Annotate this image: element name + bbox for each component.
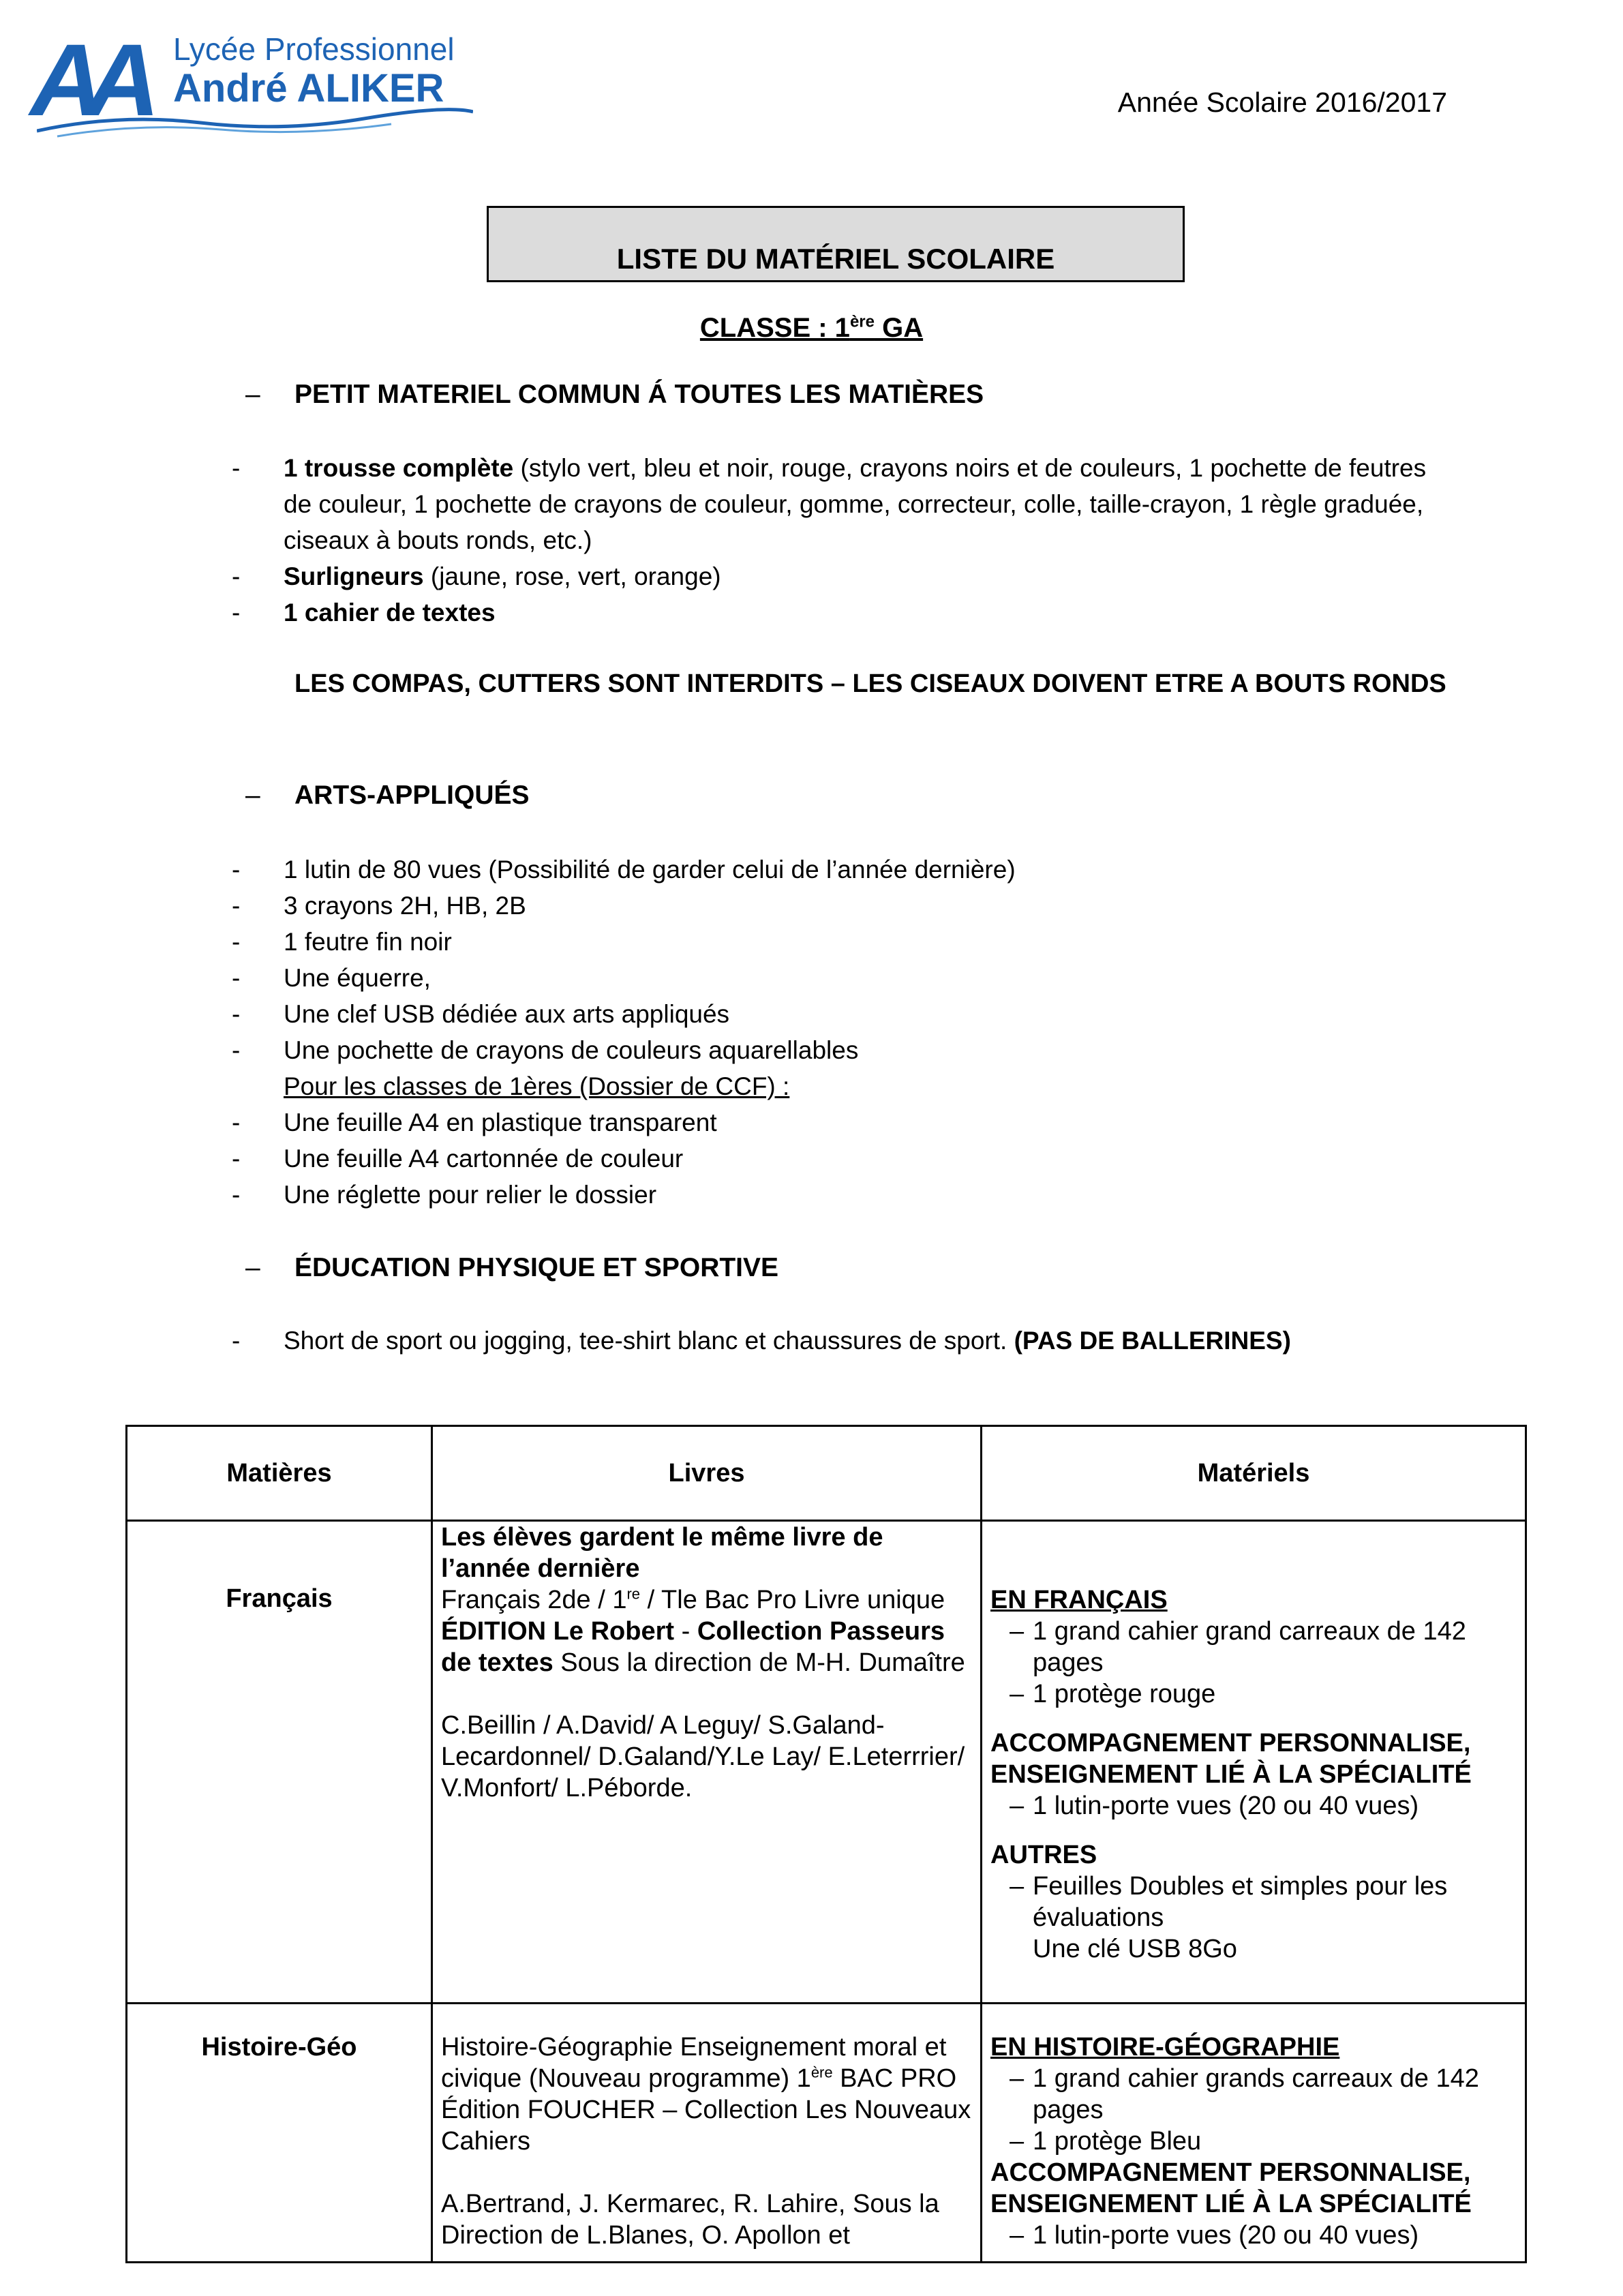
table-row bbox=[127, 2004, 1526, 2263]
subject-cell: Français bbox=[127, 1521, 432, 2004]
warning-text: LES COMPAS, CUTTERS SONT INTERDITS – LES CISEAUX DOIVENT ETRE A BOUTS RONDS bbox=[294, 669, 1446, 698]
materials-cell: EN FRANÇAIS – 1 grand cahier grand carreaux de 142 pages – 1 protège rouge ACCOMPAGNEMENT PERSONNALISE, ENSEIGNEMENT LIÉ À LA SPÉCIALITÉ – 1 lutin-porte vues (20 ou 40 vues) AUTRES – Feuilles Doubles et simples pour les évaluations Une clé USB 8Go bbox=[982, 1521, 1526, 2004]
logo-line-1: Lycée Professionnel bbox=[173, 31, 455, 67]
logo-line-2: André ALIKER bbox=[173, 66, 444, 110]
books-cell: Les élèves gardent le même livre de l’année dernière Français 2de / 1re / Tle Bac Pro Livre unique ÉDITION Le Robert - Collection Passeurs de textes Sous la direction de M-H. Dumaître C.Beillin / A.David/ A Leguy/ S.Galand-Lecardonnel/ D.Galand/Y.Le Lay/ E.Leterrrier/ V.Monfort/ L.Péborde. bbox=[432, 1521, 982, 2004]
document-title: LISTE DU MATÉRIEL SCOLAIRE bbox=[616, 243, 1055, 275]
books-cell: Histoire-Géographie Enseignement moral et civique (Nouveau programme) 1ère BAC PRO Édition FOUCHER – Collection Les Nouveaux Cahiers A.Bertrand, J. Kermarec, R. Lahire, Sous la Direction de L.Blanes, O. Apollon et bbox=[432, 2004, 982, 2263]
school-logo bbox=[30, 22, 466, 140]
table-header-row bbox=[127, 1426, 1526, 1521]
class-heading: CLASSE : 1ère GA bbox=[699, 312, 924, 343]
column-header: Matériels bbox=[982, 1426, 1526, 1521]
logo-mark: AA bbox=[30, 22, 142, 137]
materials-cell: EN HISTOIRE-GÉOGRAPHIE – 1 grand cahier grands carreaux de 142 pages – 1 protège Bleu ACCOMPAGNEMENT PERSONNALISE, ENSEIGNEMENT LIÉ À LA SPÉCIALITÉ – 1 lutin-porte vues (20 ou 40 vues) bbox=[982, 2004, 1526, 2263]
subject-cell: Histoire-Géo bbox=[127, 2004, 432, 2263]
subjects-table bbox=[125, 1425, 1527, 2263]
column-header: Livres bbox=[432, 1426, 982, 1521]
title-box bbox=[487, 206, 1185, 282]
logo-wave-icon bbox=[37, 106, 473, 140]
school-year: Année Scolaire 2016/2017 bbox=[1117, 87, 1447, 118]
table-row bbox=[127, 1521, 1526, 2004]
column-header: Matières bbox=[127, 1426, 432, 1521]
